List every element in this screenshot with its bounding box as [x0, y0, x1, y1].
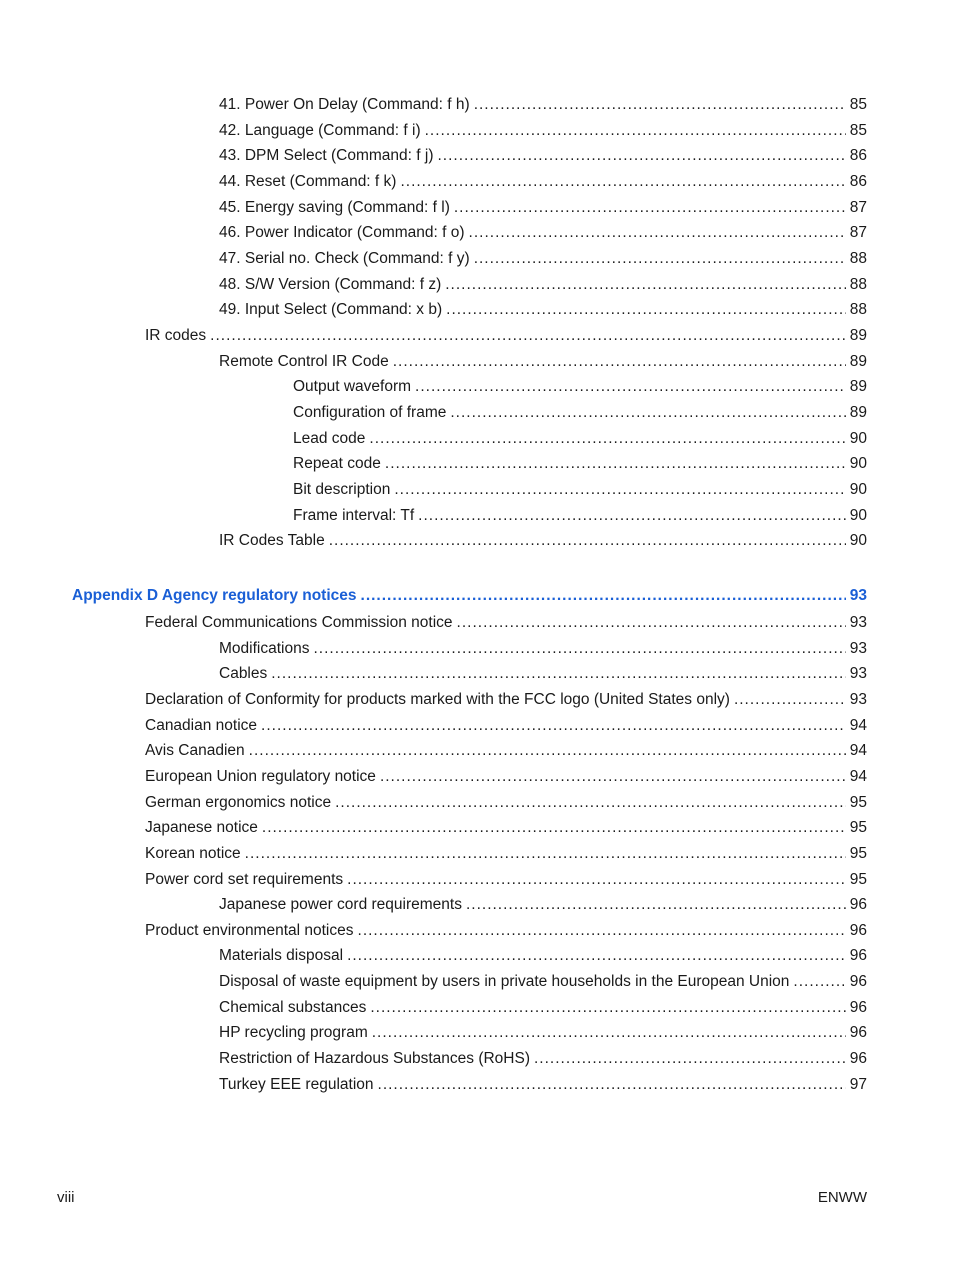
toc-entry-page-number: 89: [849, 378, 867, 395]
toc-entry-title: Product environmental notices: [145, 922, 354, 939]
toc-entry-page-number: 95: [849, 845, 867, 862]
dot-leader: [446, 300, 846, 320]
dot-leader: [369, 429, 845, 449]
toc-entry-page-number: 94: [849, 742, 867, 759]
toc-entry-level-2[interactable]: [219, 275, 867, 295]
dot-leader: [450, 403, 845, 423]
dot-leader: [329, 531, 846, 551]
toc-entry-title: Repeat code: [293, 455, 381, 472]
toc-entry-title: German ergonomics notice: [145, 794, 332, 811]
toc-entry-page-number: 89: [849, 327, 867, 344]
toc-entry-title: 48. S/W Version (Command: f z): [219, 276, 442, 293]
toc-entry-page-number: 85: [849, 122, 867, 139]
toc-entry-level-1[interactable]: [145, 844, 867, 864]
footer-page-number: viii: [57, 1189, 75, 1206]
toc-entry-page-number: 88: [849, 250, 867, 267]
toc-appendix-heading[interactable]: [72, 586, 867, 606]
toc-entry-page-number: 87: [849, 199, 867, 216]
toc-entry-level-2[interactable]: [219, 664, 867, 684]
toc-entry-title: Restriction of Hazardous Substances (RoHS): [219, 1050, 530, 1067]
toc-entry-page-number: 90: [849, 507, 867, 524]
dot-leader: [457, 613, 846, 633]
toc-entry-title: Chemical substances: [219, 999, 367, 1016]
toc-entry-title: Japanese notice: [145, 819, 258, 836]
toc-entry-title: Configuration of frame: [293, 404, 447, 421]
toc-entry-level-3[interactable]: [293, 506, 867, 526]
toc-entry-page-number: 90: [849, 481, 867, 498]
toc-entry-title: Appendix D Agency regulatory notices: [72, 587, 357, 604]
toc-entry-page-number: 86: [849, 147, 867, 164]
toc-entry-page-number: 90: [849, 532, 867, 549]
dot-leader: [445, 275, 846, 295]
toc-entry-page-number: 88: [849, 276, 867, 293]
toc-entry-page-number: 96: [849, 947, 867, 964]
toc-entry-page-number: 90: [849, 455, 867, 472]
toc-entry-title: 47. Serial no. Check (Command: f y): [219, 250, 470, 267]
toc-entry-page-number: 87: [849, 224, 867, 241]
toc-entry-title: Cables: [219, 665, 268, 682]
toc-entry-level-2[interactable]: [219, 972, 867, 992]
toc-entry-level-2[interactable]: [219, 198, 867, 218]
toc-entry-level-3[interactable]: [293, 429, 867, 449]
toc-entry-title: Frame interval: Tf: [293, 507, 415, 524]
toc-entry-level-1[interactable]: [145, 690, 867, 710]
dot-leader: [361, 586, 846, 606]
toc-entry-page-number: 96: [849, 896, 867, 913]
toc-entry-level-2[interactable]: [219, 998, 867, 1018]
toc-entry-level-1[interactable]: [145, 716, 867, 736]
dot-leader: [358, 921, 846, 941]
toc-entry-title: Disposal of waste equipment by users in private households in the European Union: [219, 973, 790, 990]
toc-entry-page-number: 93: [849, 691, 867, 708]
dot-leader: [335, 793, 846, 813]
dot-leader: [313, 639, 845, 659]
dot-leader: [347, 870, 846, 890]
toc-entry-page-number: 96: [849, 999, 867, 1016]
toc-entry-title: 49. Input Select (Command: x b): [219, 301, 443, 318]
toc-entry-title: IR Codes Table: [219, 532, 325, 549]
toc-entry-title: 44. Reset (Command: f k): [219, 173, 397, 190]
toc-entry-level-2[interactable]: [219, 1023, 867, 1043]
toc-entry-page-number: 86: [849, 173, 867, 190]
toc-entry-title: Power cord set requirements: [145, 871, 344, 888]
toc-entry-title: Canadian notice: [145, 717, 258, 734]
toc-entry-page-number: 90: [849, 430, 867, 447]
dot-leader: [370, 998, 845, 1018]
toc-entry-title: 42. Language (Command: f i): [219, 122, 421, 139]
toc-entry-title: Output waveform: [293, 378, 412, 395]
toc-entry-title: Declaration of Conformity for products marked with the FCC logo (United States only): [145, 691, 730, 708]
toc-entry-level-1[interactable]: [145, 870, 867, 890]
toc-entry-page-number: 93: [849, 665, 867, 682]
toc-entry-level-2[interactable]: [219, 223, 867, 243]
toc-entry-level-2[interactable]: [219, 531, 867, 551]
toc-entry-page-number: 85: [849, 96, 867, 113]
dot-leader: [210, 326, 846, 346]
toc-entry-title: Federal Communications Commission notice: [145, 614, 453, 631]
toc-entry-title: Korean notice: [145, 845, 241, 862]
toc-entry-level-1[interactable]: [145, 741, 867, 761]
dot-leader: [393, 352, 846, 372]
toc-entry-title: Lead code: [293, 430, 366, 447]
toc-entry-title: Modifications: [219, 640, 310, 657]
toc-entry-page-number: 95: [849, 871, 867, 888]
toc-entry-title: Turkey EEE regulation: [219, 1076, 374, 1093]
dot-leader: [415, 377, 846, 397]
toc-entry-title: Japanese power cord requirements: [219, 896, 462, 913]
toc-entry-page-number: 97: [849, 1076, 867, 1093]
toc-entry-title: Avis Canadien: [145, 742, 245, 759]
toc-entry-level-3[interactable]: [293, 403, 867, 423]
toc-entry-title: European Union regulatory notice: [145, 768, 376, 785]
dot-leader: [245, 844, 846, 864]
dot-leader: [249, 741, 846, 761]
dot-leader: [378, 1075, 846, 1095]
toc-entry-page-number: 93: [849, 640, 867, 657]
toc-entry-level-3[interactable]: [293, 480, 867, 500]
toc-entry-page-number: 88: [849, 301, 867, 318]
dot-leader: [534, 1049, 846, 1069]
toc-entry-level-2[interactable]: [219, 300, 867, 320]
toc-entry-title: 43. DPM Select (Command: f j): [219, 147, 434, 164]
toc-entry-level-3[interactable]: [293, 454, 867, 474]
dot-leader: [466, 895, 846, 915]
toc-entry-page-number: 89: [849, 404, 867, 421]
toc-entry-level-2[interactable]: [219, 95, 867, 115]
dot-leader: [385, 454, 846, 474]
dot-leader: [734, 690, 846, 710]
toc-entry-level-1[interactable]: [145, 818, 867, 838]
toc-entry-page-number: 96: [849, 1024, 867, 1041]
toc-entry-level-1[interactable]: [145, 613, 867, 633]
toc-entry-level-2[interactable]: [219, 1049, 867, 1069]
footer-doc-code: ENWW: [817, 1189, 867, 1206]
toc-entry-page-number: 93: [849, 587, 867, 604]
dot-leader: [400, 172, 845, 192]
toc-entry-title: Materials disposal: [219, 947, 344, 964]
toc-entry-level-2[interactable]: [219, 352, 867, 372]
toc-entry-level-2[interactable]: [219, 639, 867, 659]
dot-leader: [425, 121, 846, 141]
toc-entry-level-1[interactable]: [145, 793, 867, 813]
toc-entry-level-2[interactable]: [219, 946, 867, 966]
toc-entry-title: Remote Control IR Code: [219, 353, 389, 370]
toc-entry-page-number: 89: [849, 353, 867, 370]
toc-entry-level-1[interactable]: [145, 921, 867, 941]
dot-leader: [454, 198, 846, 218]
toc-entry-title: 41. Power On Delay (Command: f h): [219, 96, 470, 113]
dot-leader: [262, 818, 846, 838]
toc-entry-page-number: 96: [849, 1050, 867, 1067]
toc-entry-page-number: 94: [849, 768, 867, 785]
toc-entry-page-number: 95: [849, 794, 867, 811]
toc-entry-level-2[interactable]: [219, 249, 867, 269]
dot-leader: [271, 664, 846, 684]
dot-leader: [474, 95, 846, 115]
toc-entry-level-1[interactable]: [145, 767, 867, 787]
dot-leader: [418, 506, 846, 526]
toc-entry-level-2[interactable]: [219, 146, 867, 166]
dot-leader: [469, 223, 846, 243]
toc-entry-page-number: 96: [849, 973, 867, 990]
toc-entry-page-number: 96: [849, 922, 867, 939]
toc-entry-title: IR codes: [145, 327, 207, 344]
toc-entry-title: Bit description: [293, 481, 391, 498]
dot-leader: [372, 1023, 846, 1043]
toc-entry-level-2[interactable]: [219, 1075, 867, 1095]
dot-leader: [347, 946, 846, 966]
toc-entry-level-2[interactable]: [219, 121, 867, 141]
toc-entry-page-number: 93: [849, 614, 867, 631]
dot-leader: [261, 716, 846, 736]
dot-leader: [380, 767, 846, 787]
toc-entry-level-1[interactable]: [145, 326, 867, 346]
dot-leader: [437, 146, 845, 166]
dot-leader: [793, 972, 845, 992]
toc-entry-page-number: 94: [849, 717, 867, 734]
toc-entry-level-2[interactable]: [219, 895, 867, 915]
toc-entry-page-number: 95: [849, 819, 867, 836]
dot-leader: [394, 480, 845, 500]
toc-entry-level-3[interactable]: [293, 377, 867, 397]
dot-leader: [474, 249, 846, 269]
toc-entry-level-2[interactable]: [219, 172, 867, 192]
toc-entry-title: 46. Power Indicator (Command: f o): [219, 224, 465, 241]
toc-entry-title: HP recycling program: [219, 1024, 368, 1041]
toc-entry-title: 45. Energy saving (Command: f l): [219, 199, 450, 216]
